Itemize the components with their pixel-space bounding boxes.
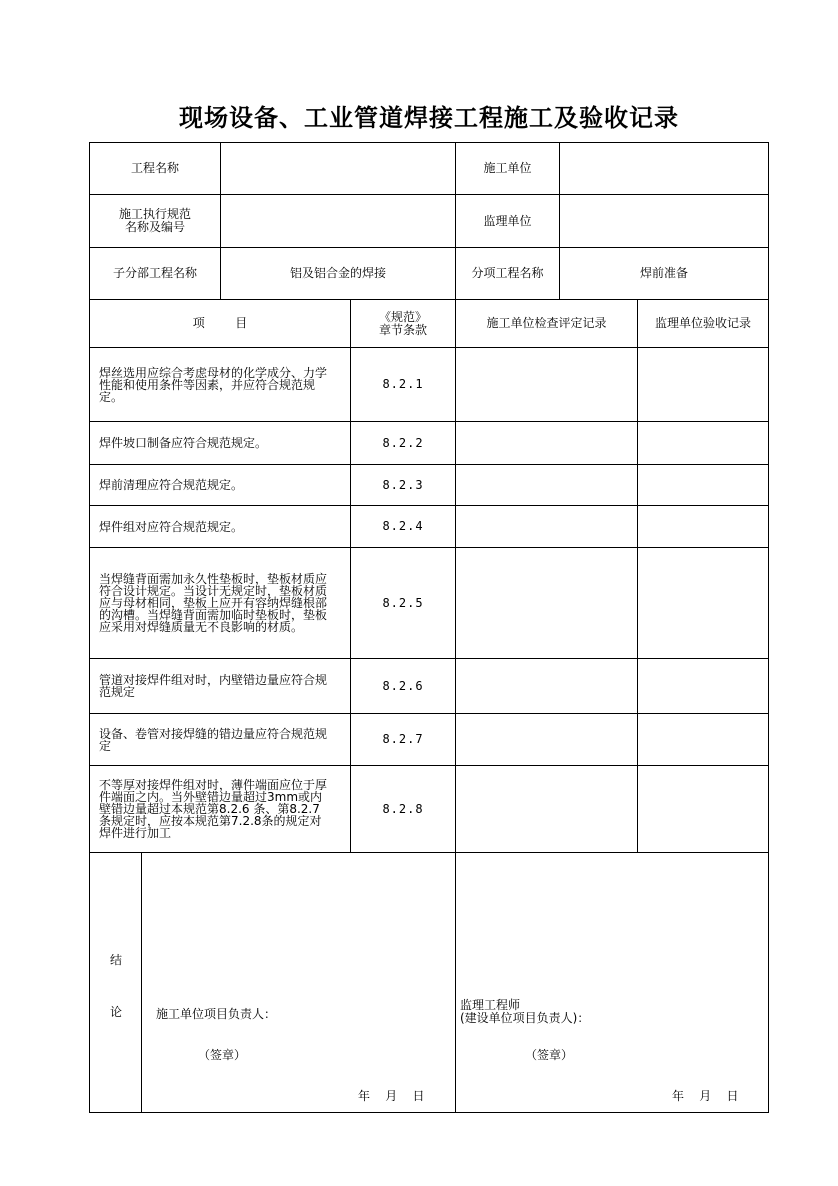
row-item-text: 焊丝选用应综合考虑母材的化学成分、力学性能和使用条件等因素，并应符合规范规定。 — [89, 347, 351, 422]
row-item-text: 焊件组对应符合规范规定。 — [89, 505, 351, 548]
row-construction-record[interactable] — [455, 547, 638, 659]
row-construction-record[interactable] — [455, 464, 638, 506]
row-construction-record[interactable] — [455, 713, 638, 766]
column-header-construction-record: 施工单位检查评定记录 — [455, 299, 638, 348]
column-header-supervision-record: 监理单位验收记录 — [637, 299, 769, 348]
column-header-clause: 《规范》 章节条款 — [350, 299, 456, 348]
standard-field[interactable] — [220, 194, 456, 248]
supervision-unit-field[interactable] — [559, 194, 769, 248]
supervision-conclusion-cell[interactable] — [455, 852, 769, 1113]
row-supervision-record[interactable] — [637, 547, 769, 659]
row-supervision-record[interactable] — [637, 464, 769, 506]
project-name-field[interactable] — [220, 142, 456, 195]
row-construction-record[interactable] — [455, 765, 638, 853]
row-clause: 8.2.4 — [350, 505, 456, 548]
construction-seal-label: （签章） — [198, 1048, 247, 1062]
row-supervision-record[interactable] — [637, 658, 769, 714]
column-header-item: 项 目 — [89, 299, 351, 348]
row-supervision-record[interactable] — [637, 421, 769, 465]
row-construction-record[interactable] — [455, 421, 638, 465]
row-construction-record[interactable] — [455, 347, 638, 422]
row-construction-record[interactable] — [455, 505, 638, 548]
page-title: 现场设备、工业管道焊接工程施工及验收记录 — [179, 104, 679, 132]
row-clause: 8.2.1 — [350, 347, 456, 422]
sub-division-value: 铝及铝合金的焊接 — [220, 247, 456, 300]
row-clause: 8.2.3 — [350, 464, 456, 506]
row-clause: 8.2.5 — [350, 547, 456, 659]
item-project-value: 焊前准备 — [559, 247, 769, 300]
project-name-label: 工程名称 — [89, 142, 221, 195]
row-supervision-record[interactable] — [637, 765, 769, 853]
row-clause: 8.2.7 — [350, 713, 456, 766]
row-item-text: 当焊缝背面需加永久性垫板时，垫板材质应符合设计规定。当设计无规定时，垫板材质应与母材相同，垫板上应开有容纳焊缝根部的沟槽。当焊缝背面需加临时垫板时，垫板应采用对焊缝质量无不良影响的材质。 — [89, 547, 351, 659]
item-project-label: 分项工程名称 — [455, 247, 560, 300]
row-clause: 8.2.2 — [350, 421, 456, 465]
row-item-text: 焊前清理应符合规范规定。 — [89, 464, 351, 506]
conclusion-label-cell — [89, 852, 142, 1113]
supervision-date-label: 年 月 日 — [672, 1089, 739, 1103]
row-clause: 8.2.6 — [350, 658, 456, 714]
construction-signer-label: 施工单位项目负责人： — [156, 1007, 277, 1021]
supervision-unit-label: 监理单位 — [455, 194, 560, 248]
row-construction-record[interactable] — [455, 658, 638, 714]
row-supervision-record[interactable] — [637, 713, 769, 766]
row-item-text: 管道对接焊件组对时，内壁错边量应符合规范规定 — [89, 658, 351, 714]
construction-unit-label: 施工单位 — [455, 142, 560, 195]
construction-conclusion-cell[interactable] — [141, 852, 456, 1113]
supervision-seal-label: （签章） — [525, 1048, 574, 1062]
construction-unit-field[interactable] — [559, 142, 769, 195]
conclusion-label-1: 结 — [110, 953, 123, 967]
row-item-text: 不等厚对接焊件组对时，薄件端面应位于厚件端面之内。当外壁错边量超过3mm或内壁错边量超过本规范第8.2.6 条、第8.2.7 条规定时，应按本规范第7.2.8条的规定对焊件进行加工 — [89, 765, 351, 853]
row-supervision-record[interactable] — [637, 347, 769, 422]
row-clause: 8.2.8 — [350, 765, 456, 853]
supervision-signer-label: 监理工程师 (建设单位项目负责人)： — [460, 998, 590, 1025]
conclusion-label-2: 论 — [110, 1005, 123, 1019]
standard-label: 施工执行规范 名称及编号 — [89, 194, 221, 248]
construction-date-label: 年 月 日 — [358, 1089, 425, 1103]
row-supervision-record[interactable] — [637, 505, 769, 548]
row-item-text: 设备、卷管对接焊缝的错边量应符合规范规定 — [89, 713, 351, 766]
row-item-text: 焊件坡口制备应符合规范规定。 — [89, 421, 351, 465]
sub-division-label: 子分部工程名称 — [89, 247, 221, 300]
